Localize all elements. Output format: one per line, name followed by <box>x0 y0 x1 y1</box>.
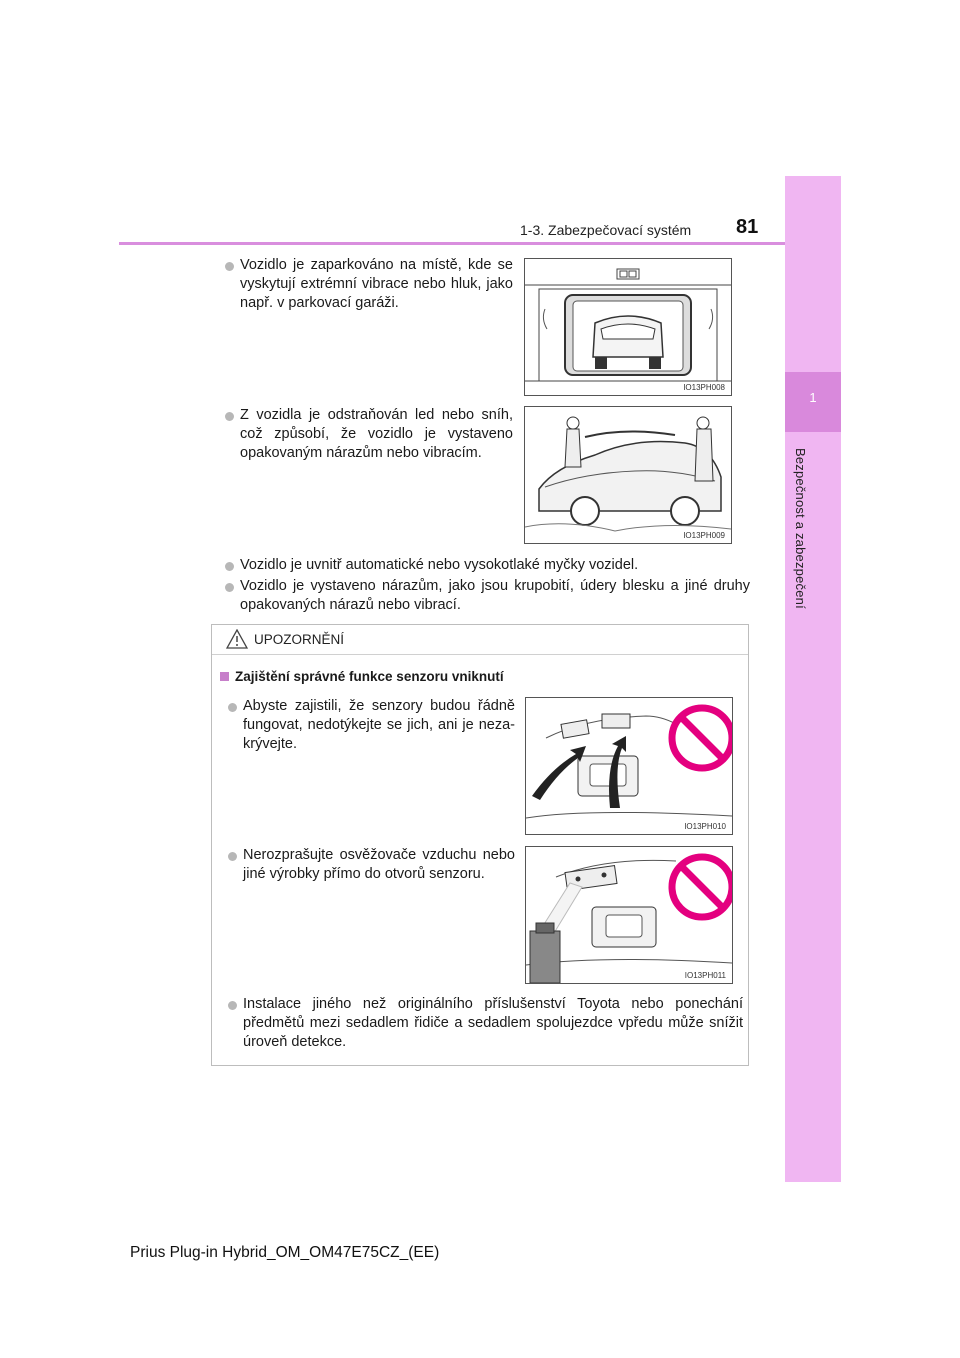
bullet-dot <box>228 1001 237 1010</box>
bullet-dot <box>225 583 234 592</box>
garage-illustration <box>525 259 731 395</box>
sensor-touch-illustration <box>526 698 732 834</box>
bullet-text: Vozidlo je vystaveno nárazům, jako jsou krupobití, údery blesku a jiné druhy opakovaných nárazů nebo vibrací. <box>240 578 750 613</box>
figure-garage <box>524 258 732 396</box>
caution-item-text: Abyste zajistili, že senzory budou řádně fungovat, nedotýkejte se jich, ani je neza-krývejte. <box>243 698 515 752</box>
caution-subheading-text: Zajištění správné funkce senzoru vniknutí <box>235 669 504 684</box>
bullet-dot <box>225 262 234 271</box>
bullet-text: Vozidlo je zaparkováno na místě, kde se vyskytují extrémní vibrace nebo hluk, jako např. v parkovací garáži. <box>240 257 513 311</box>
bullet-text: Z vozidla je odstraňován led nebo sníh, což způsobí, že vozidlo je vystaveno opakovaným nárazům nebo vibracím. <box>240 407 513 461</box>
caution-title: UPOZORNĚNÍ <box>254 632 345 647</box>
caution-box <box>211 624 749 1066</box>
footer-document-id: Prius Plug-in Hybrid_OM_OM47E75CZ_(EE) <box>130 1244 440 1261</box>
caution-subheading <box>220 669 504 684</box>
bullet-dot <box>225 562 234 571</box>
figure-sensor-spray <box>525 846 733 984</box>
caution-item-text: Instalace jiného než originálního příslušenství Toyota nebo ponechání předmětů mezi sedadlem řidiče a sedadlem spolujezdce vpředu může snížit úroveň detekce. <box>243 996 743 1050</box>
section-title: 1-3. Zabezpečovací systém <box>520 222 692 238</box>
chapter-side-tab <box>785 176 841 1182</box>
figure-code: IO13PH010 <box>684 822 726 831</box>
caution-header <box>212 625 748 655</box>
bullet-dot <box>228 703 237 712</box>
figure-code: IO13PH008 <box>683 383 725 392</box>
page-number: 81 <box>736 216 759 238</box>
bullet-text: Vozidlo je uvnitř automatické nebo vysokotlaké myčky vozidel. <box>240 557 639 573</box>
warning-triangle-icon <box>226 629 248 649</box>
caution-item-text: Nerozprašujte osvěžovače vzduchu nebo jiné výrobky přímo do otvorů senzoru. <box>243 847 515 882</box>
figure-code: IO13PH009 <box>683 531 725 540</box>
figure-snow-removal <box>524 406 732 544</box>
figure-sensor-touch <box>525 697 733 835</box>
square-bullet-icon <box>220 672 229 681</box>
figure-code: IO13PH011 <box>684 971 726 980</box>
snow-removal-illustration <box>525 407 731 543</box>
sensor-spray-illustration <box>526 847 732 983</box>
chapter-marker <box>785 372 841 432</box>
header-rule <box>119 242 785 245</box>
chapter-label: Bezpečnost a zabezpečení <box>793 448 808 609</box>
chapter-number: 1 <box>809 390 817 405</box>
bullet-dot <box>225 412 234 421</box>
bullet-dot <box>228 852 237 861</box>
